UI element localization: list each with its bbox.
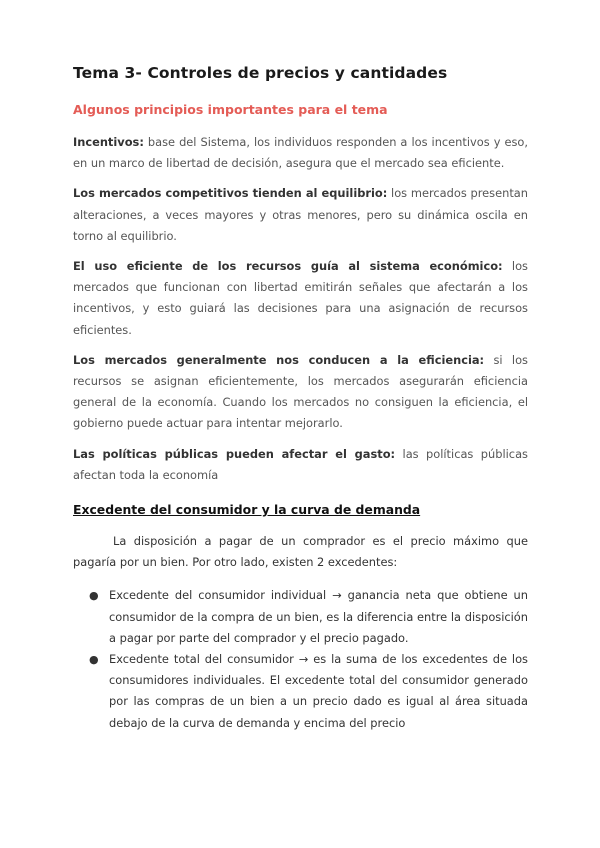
principle-term: Los mercados competitivos tienden al equilibrio: [73,186,388,201]
principle-text: las políticas públicas afectan toda la economía [73,446,528,482]
section-intro: La disposición a pagar de un comprador es el precio máximo que pagaría por un bien. Por otro lado, existen 2 excedentes: [73,534,528,570]
page-title: Tema 3- Controles de precios y cantidades [73,64,448,82]
section-title: Excedente del consumidor y la curva de demanda [73,502,421,518]
principle-paragraph [73,444,528,486]
bullet-icon: ● [89,589,99,603]
bullet-icon: ● [89,653,99,667]
principle-text: los mercados que funcionan con libertad emitirán señales que afectarán a los incentivos, y esto guiará las decisiones para una asignación de recursos eficientes. [73,259,528,337]
list-item-text: Excedente total del consumidor → es la suma de los excedentes de los consumidores individuales. El excedente total del consumidor generado por las compras de un bien a un precio dado es igual al área situada debajo de la curva de demanda y encima del precio [109,652,528,730]
principle-text: los mercados presentan alteraciones, a veces mayores y otras menores, pero su dinámica oscila en torno al equilibrio. [73,186,529,243]
principle-term: Las políticas públicas pueden afectar el gasto: [73,446,396,461]
document-page [73,64,528,734]
principle-term: Incentivos: [73,135,144,149]
principle-paragraph [73,256,528,341]
list-item [73,649,528,734]
excedentes-list [73,585,528,733]
principle-paragraph [73,350,528,435]
principle-paragraph [73,183,528,247]
principle-text: si los recursos se asignan eficientemente, los mercados asegurarán eficiencia general de la economía. Cuando los mercados no consiguen la eficiencia, el gobierno puede actuar para intentar mejorarlo. [73,352,528,431]
list-item-text: Excedente del consumidor individual → ganancia neta que obtiene un consumidor de la compra de un bien, es la diferencia entre la disposición a pagar por parte del comprador y el precio pagado. [109,588,528,645]
list-item [73,585,528,649]
principles-subtitle: Algunos principios importantes para el tema [73,102,388,117]
principle-term: Los mercados generalmente nos conducen a la eficiencia: [73,352,485,367]
principle-term: El uso eficiente de los recursos guía al sistema económico: [73,259,503,274]
principle-text: base del Sistema, los individuos responden a los incentivos y eso, en un marco de libertad de decisión, asegura que el mercado sea eficiente. [73,135,528,171]
principle-paragraph [73,132,528,174]
